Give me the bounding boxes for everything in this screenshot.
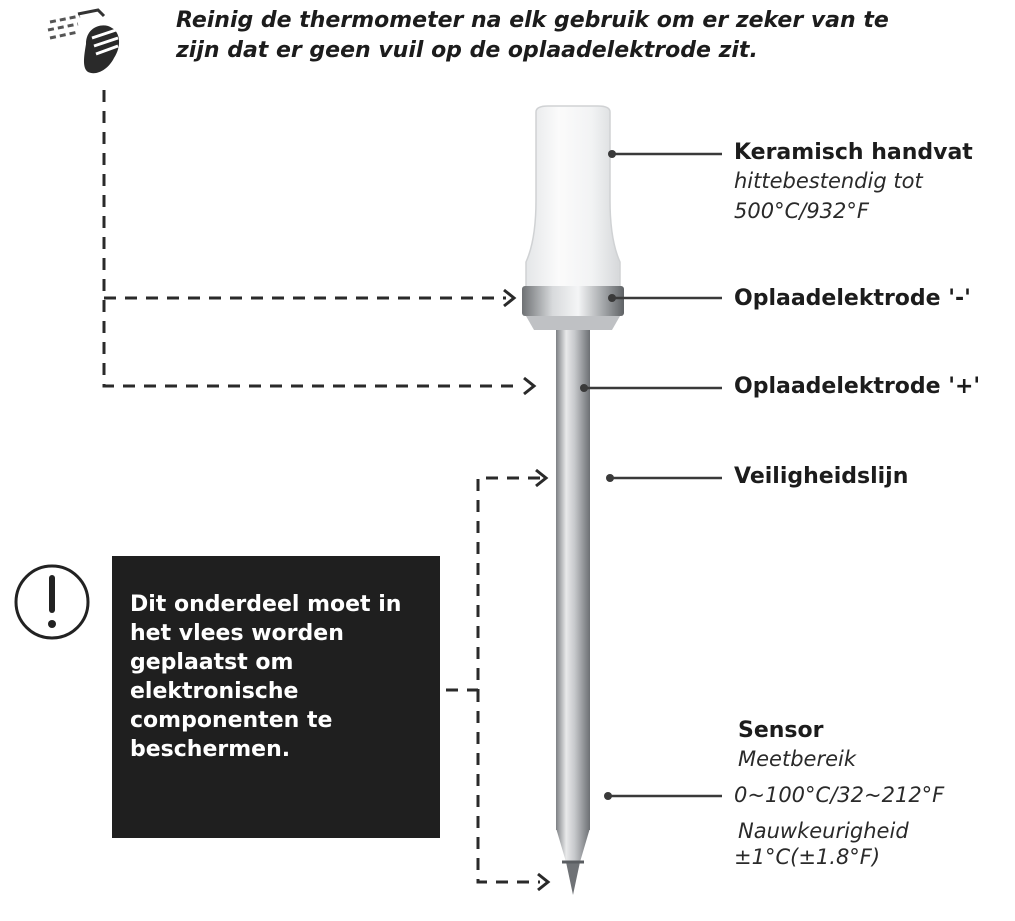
sensor-range-value: 0~100°C/32~212°F [734, 783, 945, 807]
instruction-text [176, 6, 996, 66]
electrode-ring [522, 286, 624, 316]
ring-bottom [526, 316, 620, 330]
warning-line-2: het vlees worden [130, 621, 344, 646]
electrode-minus-label: Oplaadelektrode '-' [734, 286, 971, 311]
warning-line-6: beschermen. [130, 737, 291, 762]
warning-line-1: Dit onderdeel moet in [130, 592, 402, 617]
sensor-accuracy-label: Nauwkeurigheid [738, 819, 909, 843]
handle-label-line-2: 500°C/932°F [734, 199, 869, 223]
probe-shaft [556, 330, 590, 830]
sensor-accuracy-value: ±1°C(±1.8°F) [734, 845, 881, 869]
instruction-line-1: Reinig de thermometer na elk gebruik om er zeker van te [176, 8, 889, 33]
exclamation-circle-icon [16, 566, 88, 638]
sensor-range-label: Meetbereik [738, 747, 856, 771]
handle-label-line-1: hittebestendig tot [734, 169, 923, 193]
safety-line-label: Veiligheidslijn [734, 464, 909, 489]
hand-wiping-icon [48, 10, 119, 73]
electrode-plus-label: Oplaadelektrode '+' [734, 374, 981, 399]
warning-line-5: componenten te [130, 708, 333, 733]
arrowheads [504, 290, 548, 890]
ceramic-handle [526, 106, 620, 288]
handle-label-title: Keramisch handvat [734, 140, 973, 165]
probe-point [566, 862, 580, 895]
sensor-label-title: Sensor [738, 718, 824, 743]
probe-tip [556, 828, 590, 862]
instruction-line-2: zijn dat er geen vuil op de oplaadelektrode zit. [176, 38, 758, 63]
warning-line-4: elektronische [130, 679, 299, 704]
warning-text [130, 590, 430, 764]
warning-line-3: geplaatst om [130, 650, 294, 675]
